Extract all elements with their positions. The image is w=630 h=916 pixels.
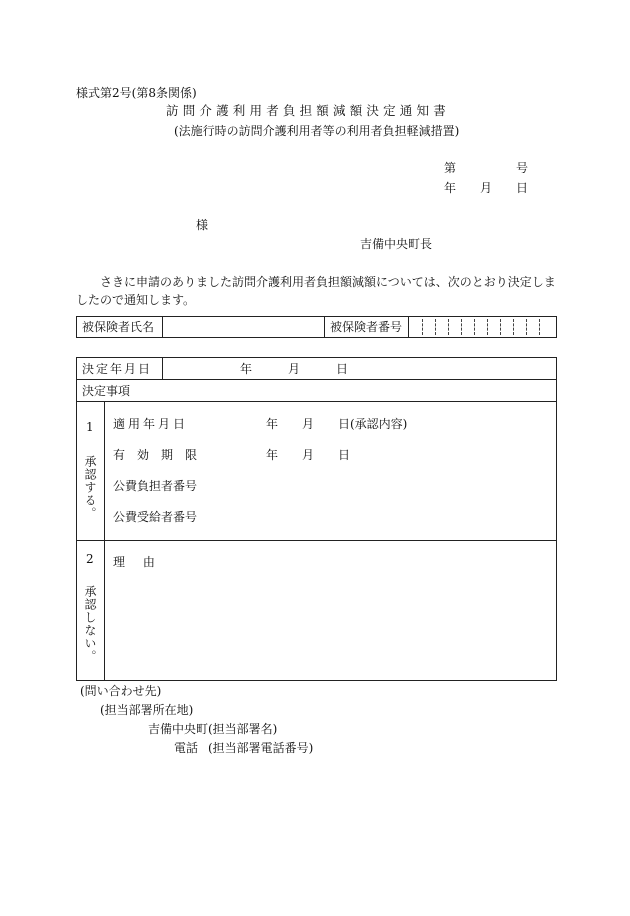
valid-month-unit: 月 — [302, 448, 315, 462]
decision-month-unit: 月 — [288, 362, 301, 376]
approve-label: 承認する。 — [83, 455, 97, 520]
digit-separator — [474, 319, 475, 335]
doc-number-suffix: 号 — [516, 161, 529, 175]
digit-separator — [526, 319, 527, 335]
form-number: 様式第2号(第8条関係) — [76, 86, 197, 100]
insured-number-label: 被保険者番号 — [330, 320, 403, 334]
contact-address: (担当部署所在地) — [100, 703, 194, 717]
reject-label: 承認しない。 — [83, 585, 97, 663]
doc-date-month: 月 — [480, 181, 493, 195]
apply-year-unit: 年 — [266, 417, 279, 431]
recipient-honorific: 様 — [196, 218, 209, 232]
digit-separator — [461, 319, 462, 335]
insured-name-label: 被保険者氏名 — [82, 320, 155, 334]
contact-heading: (問い合わせ先) — [80, 684, 162, 698]
digit-separator — [487, 319, 488, 335]
reject-number: 2 — [86, 552, 94, 566]
row-divider — [76, 379, 557, 380]
row-divider — [76, 540, 557, 541]
issuer-name: 吉備中央町長 — [360, 237, 433, 251]
digit-separator — [448, 319, 449, 335]
row-divider — [76, 401, 557, 402]
apply-month-unit: 月 — [302, 417, 315, 431]
decision-year-unit: 年 — [240, 362, 253, 376]
digit-separator — [435, 319, 436, 335]
insured-name-field[interactable] — [163, 317, 323, 337]
apply-date-label: 適用年月日 — [113, 417, 189, 431]
doc-number-prefix: 第 — [444, 161, 457, 175]
digit-separator — [422, 319, 423, 335]
decision-day-unit: 日 — [336, 362, 349, 376]
document-subtitle: (法施行時の訪問介護利用者等の利用者負担軽減措置) — [174, 124, 460, 138]
decision-date-label: 決定年月日 — [82, 362, 153, 376]
doc-date-day: 日 — [516, 181, 529, 195]
body-text-line1: さきに申請のありました訪問介護利用者負担額減額については、次のとおり決定しま — [100, 275, 556, 289]
public-payer-number-label: 公費負担者番号 — [113, 479, 198, 493]
valid-year-unit: 年 — [266, 448, 279, 462]
insured-number-field[interactable] — [409, 317, 556, 337]
reason-label: 理 由 — [113, 555, 155, 569]
insured-divider-2 — [324, 316, 325, 338]
decision-matters-label: 決定事項 — [82, 384, 131, 398]
contact-phone-label: 電話 — [174, 741, 199, 755]
reason-field[interactable] — [105, 575, 556, 680]
apply-day-note: 日(承認内容) — [338, 417, 408, 431]
body-text-line2: したので通知します。 — [76, 293, 196, 307]
public-recipient-number-label: 公費受給者番号 — [113, 510, 198, 524]
approve-number: 1 — [86, 420, 94, 434]
document-title: 訪問介護利用者負担額減額決定通知書 — [166, 103, 450, 118]
decision-date-field[interactable] — [163, 358, 556, 378]
contact-phone-value: (担当部署電話番号) — [208, 741, 314, 755]
valid-day-unit: 日 — [338, 448, 351, 462]
valid-period-label: 有効期限 — [113, 448, 210, 462]
digit-separator — [500, 319, 501, 335]
digit-separator — [539, 319, 540, 335]
doc-date-year: 年 — [444, 181, 457, 195]
contact-office: 吉備中央町(担当部署名) — [148, 722, 278, 736]
digit-separator — [513, 319, 514, 335]
